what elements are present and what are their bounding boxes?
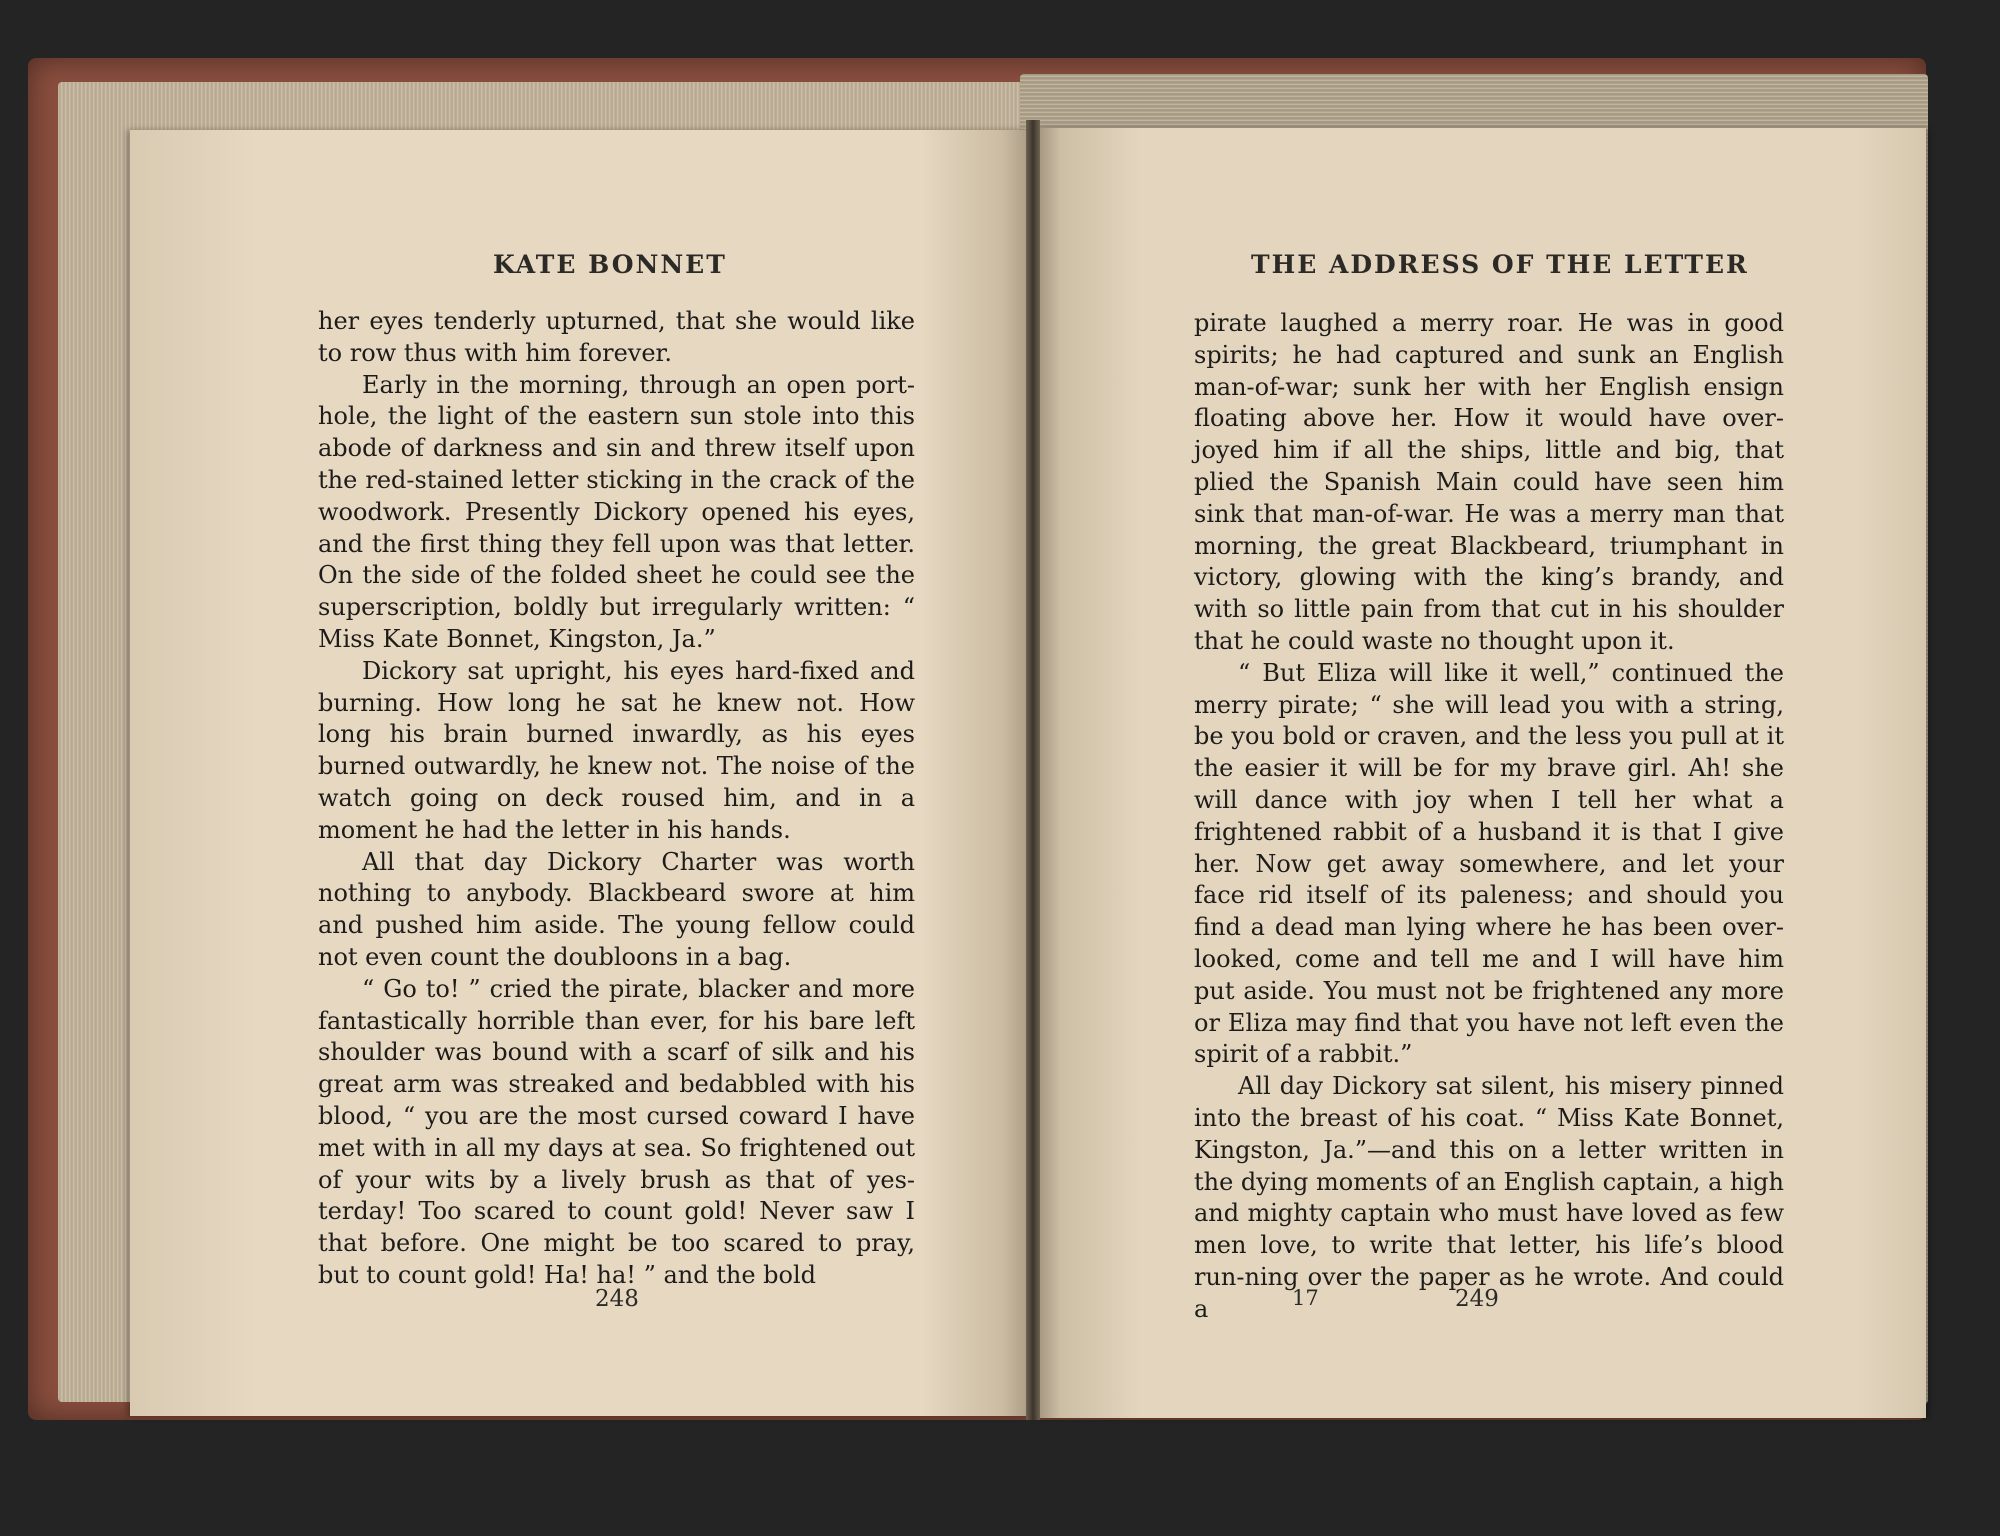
book-gutter — [1026, 120, 1040, 1420]
right-text-column — [1194, 308, 1784, 1326]
paragraph: pirate laughed a merry roar. He was in good spirits; he had captured and sunk an English man-of-war; sunk her with her English ensign floating above her. How it would have over-joyed him if all the ships, little and big, that plied the Spanish Main could have seen him sink that man-of-war. He was a merry man that morning, the great Blackbeard, triumphant in victory, glowing with the king’s brandy, and with so little pain from that cut in his shoulder that he could waste no thought upon it. — [1194, 309, 1784, 655]
right-running-head: THE ADDRESS OF THE LETTER — [1251, 250, 1749, 279]
paragraph: Early in the morning, through an open port-hole, the light of the eastern sun stole into this abode of darkness and sin and threw itself upon the red-stained letter sticking in the crack of the woodwork. Presently Dickory opened his eyes, and the first thing they fell upon was that letter. On the side of the folded sheet he could see the superscription, boldly but irregularly written: “ Miss Kate Bonnet, Kingston, Ja.” — [318, 370, 915, 653]
left-running-head: KATE BONNET — [493, 250, 727, 279]
right-page-number: 249 — [1455, 1286, 1499, 1312]
left-page-number: 248 — [595, 1286, 639, 1312]
paragraph: “ But Eliza will like it well,” continued the merry pirate; “ she will lead you with a string, be you bold or craven, and the less you pull at it the easier it will be for my brave girl. Ah! she will dance with joy when I tell her what a frightened rabbit of a husband it is that I give her. Now get away somewhere, and let your face rid itself of its paleness; and should you find a dead man lying where he has been over-looked, come and tell me and I will have him put aside. You must not be frightened any more or Eliza may find that you have not left even the spirit of a rabbit.” — [1194, 658, 1784, 1069]
paragraph: her eyes tenderly upturned, that she would like to row thus with him forever. — [318, 307, 915, 367]
paragraph: Dickory sat upright, his eyes hard-fixed and burning. How long he sat he knew not. How long his brain burned inwardly, as his eyes burned outwardly, he knew not. The noise of the watch going on deck roused him, and in a moment he had the letter in his hands. — [318, 656, 915, 844]
paragraph: All that day Dickory Charter was worth nothing to anybody. Blackbeard swore at him and pushed him aside. The young fellow could not even count the doubloons in a bag. — [318, 847, 915, 971]
paragraph: “ Go to! ” cried the pirate, blacker and more fantastically horrible than ever, for his bare left shoulder was bound with a scarf of silk and his great arm was streaked and bedabbled with his blood, “ you are the most cursed coward I have met with in all my days at sea. So frightened out of your wits by a lively brush as that of yes-terday! Too scared to count gold! Never saw I that before. One might be too scared to pray, but to count gold! Ha! ha! ” and the bold — [318, 974, 915, 1289]
paragraph: All day Dickory sat silent, his misery pinned into the breast of his coat. “ Miss Kate Bonnet, Kingston, Ja.”—and this on a letter written in the dying moments of an English captain, a high and mighty captain who must have loved as few men love, to write that letter, his life’s blood run-ning over the paper as he wrote. And could a — [1194, 1072, 1784, 1323]
signature-mark: 17 — [1292, 1286, 1319, 1310]
left-text-column — [318, 306, 915, 1292]
